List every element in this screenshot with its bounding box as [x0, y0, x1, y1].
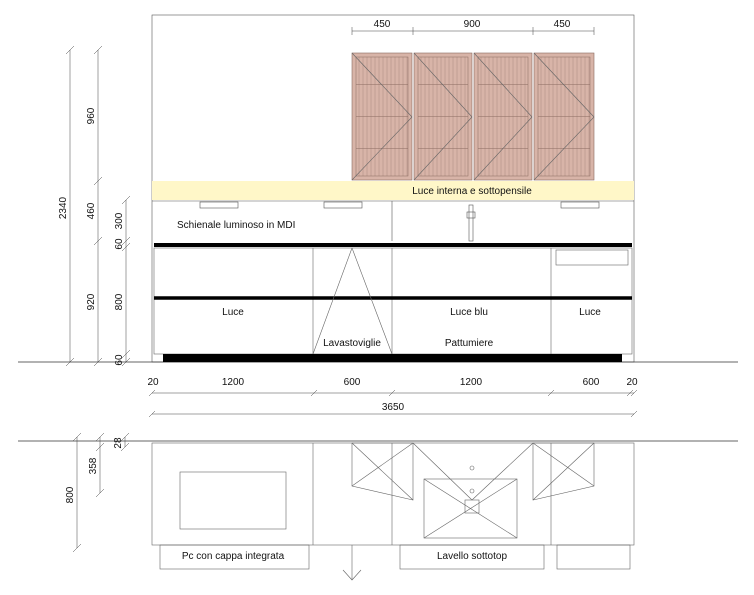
label-dishwasher: Lavastoviglie [323, 338, 381, 349]
plinth [163, 354, 622, 362]
left-dimensions [58, 46, 130, 366]
dim-28: 28 [113, 437, 124, 449]
dim-460: 460 [86, 202, 97, 220]
dim-600-right: 600 [582, 377, 600, 388]
dim-1200-right: 1200 [459, 377, 483, 388]
dim-800-plan: 800 [65, 486, 76, 504]
label-pattumiere: Pattumiere [444, 338, 494, 349]
cooktop [180, 472, 286, 529]
backsplash-label: Schienale luminoso in MDI [177, 220, 296, 231]
dim-60-top: 60 [114, 238, 125, 250]
wall-cabinet-2 [414, 53, 472, 180]
wall-cabinets [352, 53, 594, 180]
light-strip [152, 181, 634, 200]
dim-450-left: 450 [373, 19, 391, 30]
faucet [469, 205, 473, 241]
dim-20-right: 20 [626, 377, 638, 388]
dim-60-bottom: 60 [114, 354, 125, 366]
spot-light-3 [561, 202, 599, 208]
dim-1200-left: 1200 [221, 377, 245, 388]
dim-300: 300 [114, 212, 125, 230]
dim-900: 900 [463, 19, 481, 30]
spot-light-1 [200, 202, 238, 208]
light-strip-label: Luce interna e sottopensile [412, 186, 532, 197]
top-dimension [352, 19, 594, 35]
faucet-hole [470, 466, 474, 470]
dim-450-right: 450 [553, 19, 571, 30]
base-cabinets [154, 248, 632, 354]
wall-cabinet-3 [474, 53, 532, 180]
countertop [154, 243, 632, 247]
wall-cabinet-4 [534, 53, 594, 180]
dim-800: 800 [114, 293, 125, 311]
dim-20-left: 20 [147, 377, 159, 388]
label-luce-blu: Luce blu [450, 307, 488, 318]
label-cooktop: Pc con cappa integrata [181, 551, 285, 562]
wall-cabinet-1 [352, 53, 412, 180]
dim-2340: 2340 [58, 196, 69, 220]
dim-960: 960 [86, 107, 97, 125]
bottom-dimensions [147, 377, 638, 417]
dim-920: 920 [86, 293, 97, 311]
dim-600-left: 600 [343, 377, 361, 388]
dim-3650: 3650 [381, 402, 405, 413]
label-luce: Luce [222, 307, 244, 318]
dim-358: 358 [88, 457, 99, 475]
plan-dimensions [65, 433, 129, 552]
label-luce-right: Luce [579, 307, 601, 318]
spot-light-2 [324, 202, 362, 208]
drawer-handle [556, 250, 628, 265]
label-sink: Lavello sottotop [436, 551, 508, 562]
